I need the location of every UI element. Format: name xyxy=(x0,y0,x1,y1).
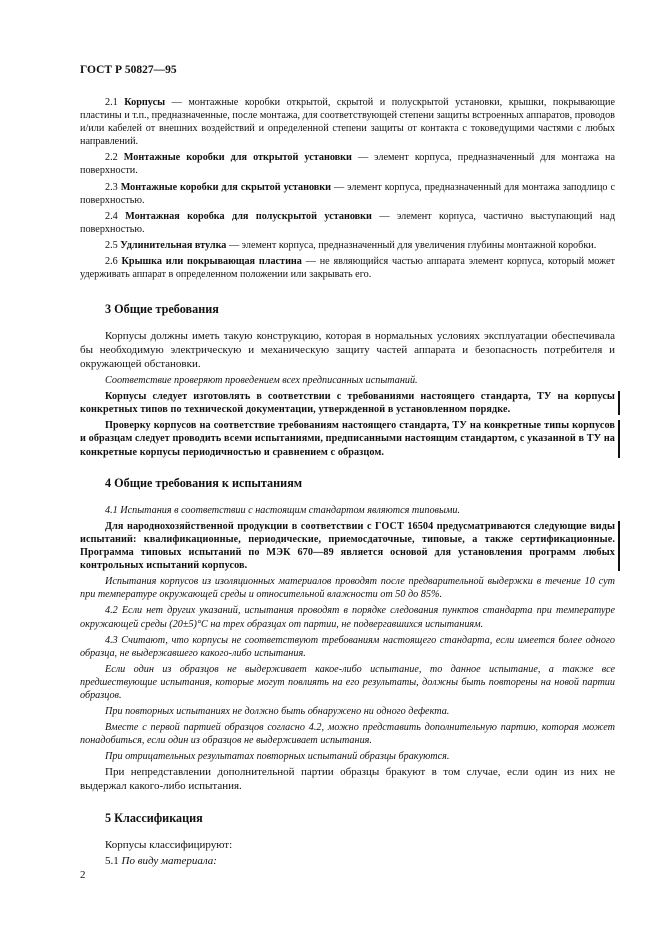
standard-header: ГОСТ Р 50827—95 xyxy=(80,64,177,76)
term: Монтажные коробки для скрытой установки xyxy=(120,181,332,193)
definition-2-6: 2.6 Крышка или покрывающая пластина — не являющийся частью аппарата элемент корпуса, который может удерживать аппарат в определенном положении или закрывать его. xyxy=(80,256,616,281)
term: Монтажная коробка для полускрытой установки xyxy=(125,210,372,222)
term: Удлинительная втулка xyxy=(120,239,227,251)
definition-2-4: 2.4 Монтажная коробка для полускрытой установки — элемент корпуса, частично выступающий над поверхностью. xyxy=(80,210,616,235)
section-4-heading: 4 Общие требования к испытаниям xyxy=(105,475,303,490)
term: Монтажные коробки для открытой установки xyxy=(123,152,352,164)
section-4-para-2: Для народнохозяйственной продукции в соответствии с ГОСТ 16504 предусматриваются следующие виды испытаний: квалификационные, периодические, приемосдаточные, типовые, а также сертификационные. Программа типовых испытаний по МЭК 670—89 является основой для установления программ любых контрольных испытаний корпусов. xyxy=(80,520,615,572)
section-5-para-1: Корпусы классифицируют: xyxy=(105,838,233,851)
section-5-heading: 5 Классификация xyxy=(105,810,203,825)
section-4-para-3: Испытания корпусов из изоляционных материалов проводят после предварительной выдержки в течение 10 сут при температуре окружающей среды и относительной влажности от 50 до 85%. xyxy=(80,576,615,601)
section-3-heading: 3 Общие требования xyxy=(105,302,219,317)
section-5-para-2: 5.1 По виду материала: xyxy=(105,855,217,868)
term: Корпусы xyxy=(124,97,166,108)
section-3-para-2: Соответствие проверяют проведением всех предписанных испытаний. xyxy=(105,375,418,387)
section-4-para-10: При непредставлении дополнительной партии образцы бракуют в том случае, если один из них не выдержал какого-либо испытания. xyxy=(80,766,615,793)
section-4-para-5: 4.3 Считают, что корпусы не соответствуют требованиям настоящего стандарта, если имеется более одного образца, не выдержавшего какого-либо испытания. xyxy=(80,634,615,659)
section-4-para-4: 4.2 Если нет других указаний, испытания проводят в порядке следования пунктов стандарта при температуре окружающей среды (20±5)°С на трех образцах от партии, не подвергавшихся испытаниям. xyxy=(80,605,615,630)
section-4-para-9: При отрицательных результатах повторных испытаний образцы бракуются. xyxy=(105,751,450,763)
section-4-para-7: При повторных испытаниях не должно быть обнаружено ни одного дефекта. xyxy=(105,706,450,718)
section-4-para-8: Вместе с первой партией образцов согласно 4.2, можно представить дополнительную партию, которая может понадобиться, если один из образцов не выдерживает испытания. xyxy=(80,722,615,747)
document-body xyxy=(80,96,615,872)
section-3-para-1: Корпусы должны иметь такую конструкцию, которая в нормальных условиях эксплуатации обеспечивала бы необходимую электрическую и механическую защиту частей аппарата и безопасность потребителя и окружающей обстановки. xyxy=(80,330,615,370)
section-4-para-6: Если один из образцов не выдерживает какое-либо испытание, то данное испытание, а также все предшествующие испытания, которые могут повлиять на его результаты, должны быть повторены на новой партии образцов. xyxy=(80,663,615,701)
definition-2-1: 2.1 Корпусы — монтажные коробки открытой, скрытой и полускрытой установки, крышки, покрывающие пластины и т.п., предназначенные, после монтажа, для соответствующей степени защиты встроенных аппаратов, проводов и/или кабелей от внешних воздействий и определенной степени защиты от контакта с токоведущими частями с любых направлений. xyxy=(80,97,615,148)
page-number: 2 xyxy=(80,869,86,881)
definition-2-2: 2.2 Монтажные коробки для открытой установки — элемент корпуса, предназначенный для монтажа на поверхности. xyxy=(80,152,616,177)
definition-2-5: 2.5 Удлинительная втулка — элемент корпуса, предназначенный для увеличения глубины монтажной коробки. xyxy=(105,239,597,251)
section-4-para-1: 4.1 Испытания в соответствии с настоящим стандартом являются типовыми. xyxy=(105,504,461,516)
section-3-para-3: Корпусы следует изготовлять в соответствии с требованиями настоящего стандарта, ТУ на корпусы конкретных типов по технической документации, утвержденной в установленном порядке. xyxy=(80,391,615,416)
section-3-para-4: Проверку корпусов на соответствие требованиям настоящего стандарта, ТУ на конкретные типы корпусов и образцам следует проводить всеми испытаниями, предписанными настоящим стандартом, с указанной в ТУ на конкретные корпусы периодичностью и сравнением с образцом. xyxy=(80,420,615,458)
definition-2-3: 2.3 Монтажные коробки для скрытой установки — элемент корпуса, предназначенный для монтажа заподлицо с поверхностью. xyxy=(80,181,616,206)
term: Крышка или покрывающая пластина xyxy=(121,256,302,268)
